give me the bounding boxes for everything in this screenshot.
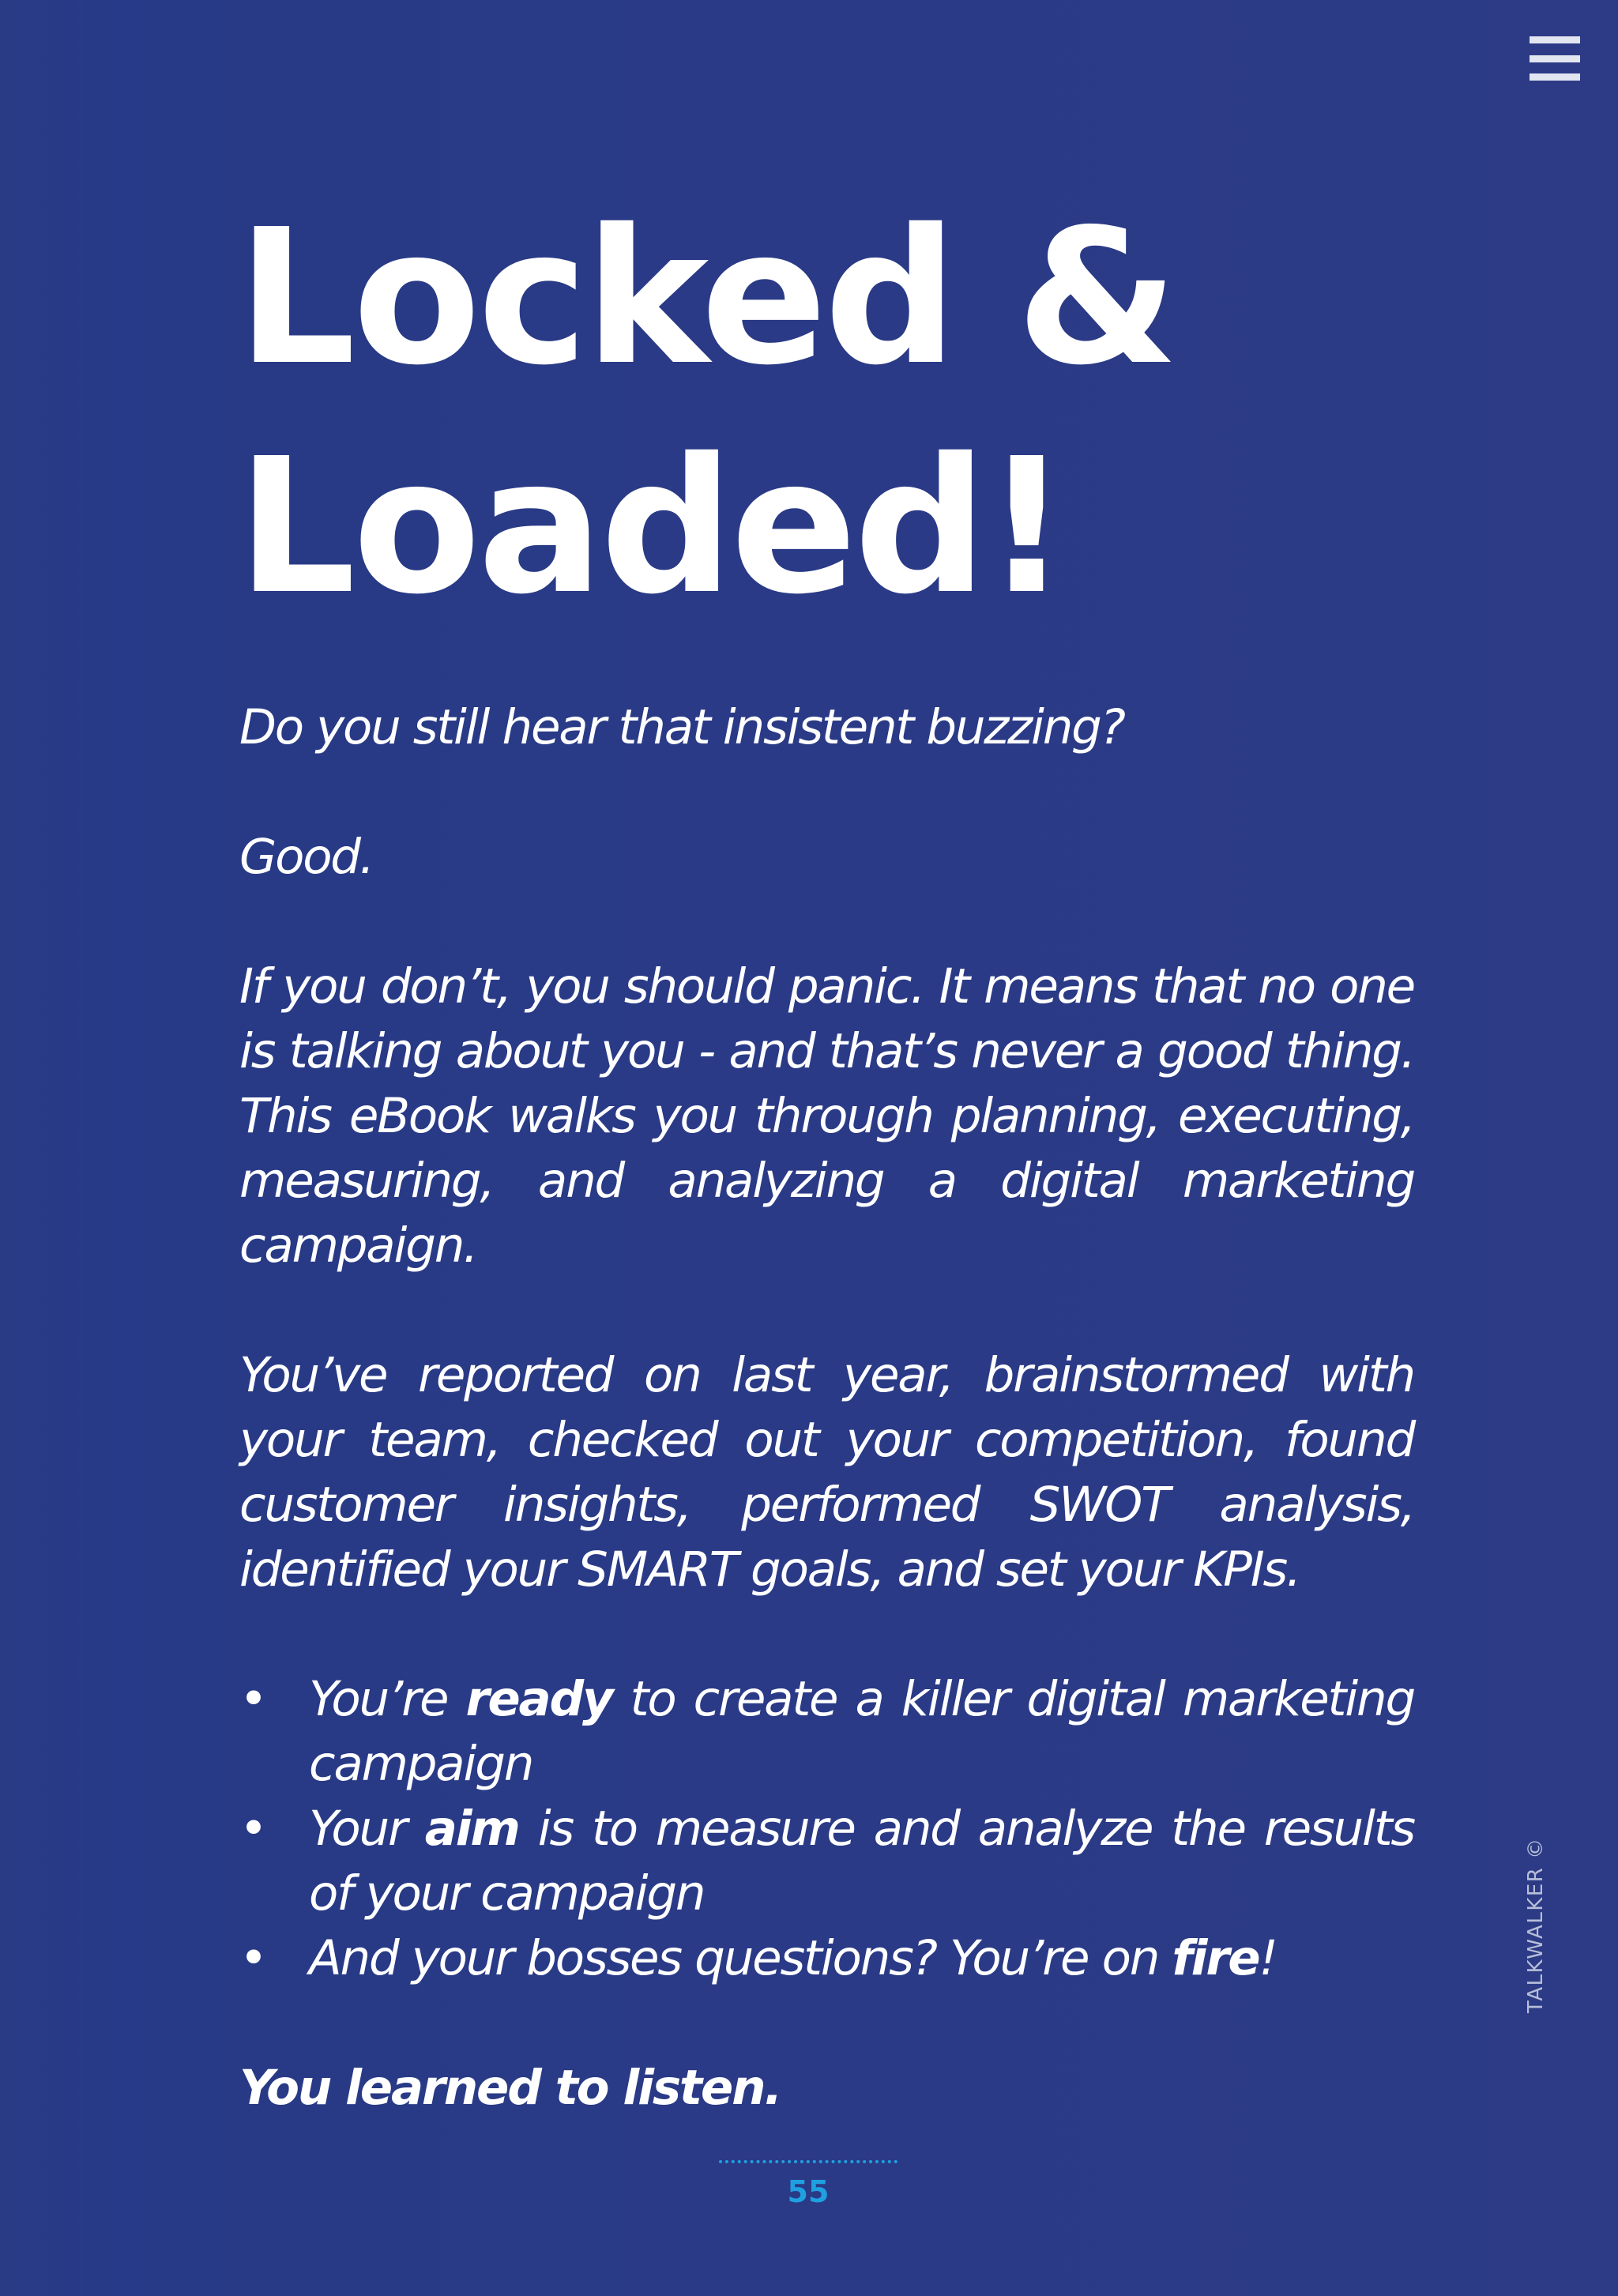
bullet-list [239, 1667, 1414, 1991]
list-item [239, 1797, 1414, 1926]
bullet-icon: • [239, 1930, 266, 1986]
copyright-watermark [1524, 1837, 1548, 2013]
bullet-emphasis: ready [465, 1671, 612, 1727]
body-copy [239, 695, 1414, 2121]
intro-paragraph: If you don’t, you should panic. It means that no one is talking about you - and that’s never a good thing. This eBook walks you through planning, executing, measuring, and analyzing a digital marketing campaign. [239, 958, 1414, 1274]
paragraph-gap [239, 1991, 1414, 2056]
bullet-icon: • [239, 1801, 266, 1857]
page-title [237, 183, 1422, 642]
paragraph-gap [239, 1278, 1414, 1343]
paragraph-gap [239, 890, 1414, 954]
bullet-text: ! [1259, 1930, 1277, 1986]
closing-line: You learned to listen. [239, 2060, 781, 2116]
hamburger-menu-icon[interactable] [1530, 36, 1580, 81]
bullet-text: to create a killer digital marketing campaign [309, 1671, 1415, 1792]
bullet-text: And your bosses questions? You’re on [309, 1930, 1172, 1986]
menu-bar [1530, 73, 1580, 81]
page-number: 55 [787, 2174, 830, 2209]
watermark-text: TALKWALKER © [1524, 1837, 1548, 2013]
bullet-emphasis: fire [1172, 1930, 1259, 1986]
list-item [239, 1667, 1414, 1797]
page-number-divider [719, 2160, 897, 2163]
title-line-1: Locked & [237, 189, 1176, 406]
intro-question: Do you still hear that insistent buzzing? [239, 699, 1124, 755]
bullet-icon: • [239, 1671, 266, 1727]
bullet-text: You’re [309, 1671, 466, 1727]
title-line-2: Loaded! [237, 418, 1067, 635]
summary-paragraph: You’ve reported on last year, brainstormed with your team, checked out your competition, found customer insights, performed SWOT analysis, identified your SMART goals, and set your KPIs. [239, 1347, 1414, 1598]
bullet-text: Your [309, 1801, 425, 1857]
bullet-text: is to measure and analyze the results of your campaign [309, 1801, 1414, 1921]
menu-bar [1530, 55, 1580, 62]
intro-answer: Good. [239, 829, 374, 885]
menu-bar [1530, 36, 1580, 43]
list-item [239, 1926, 1414, 1991]
bullet-emphasis: aim [424, 1801, 519, 1857]
paragraph-gap [239, 760, 1414, 825]
paragraph-gap [239, 1602, 1414, 1667]
